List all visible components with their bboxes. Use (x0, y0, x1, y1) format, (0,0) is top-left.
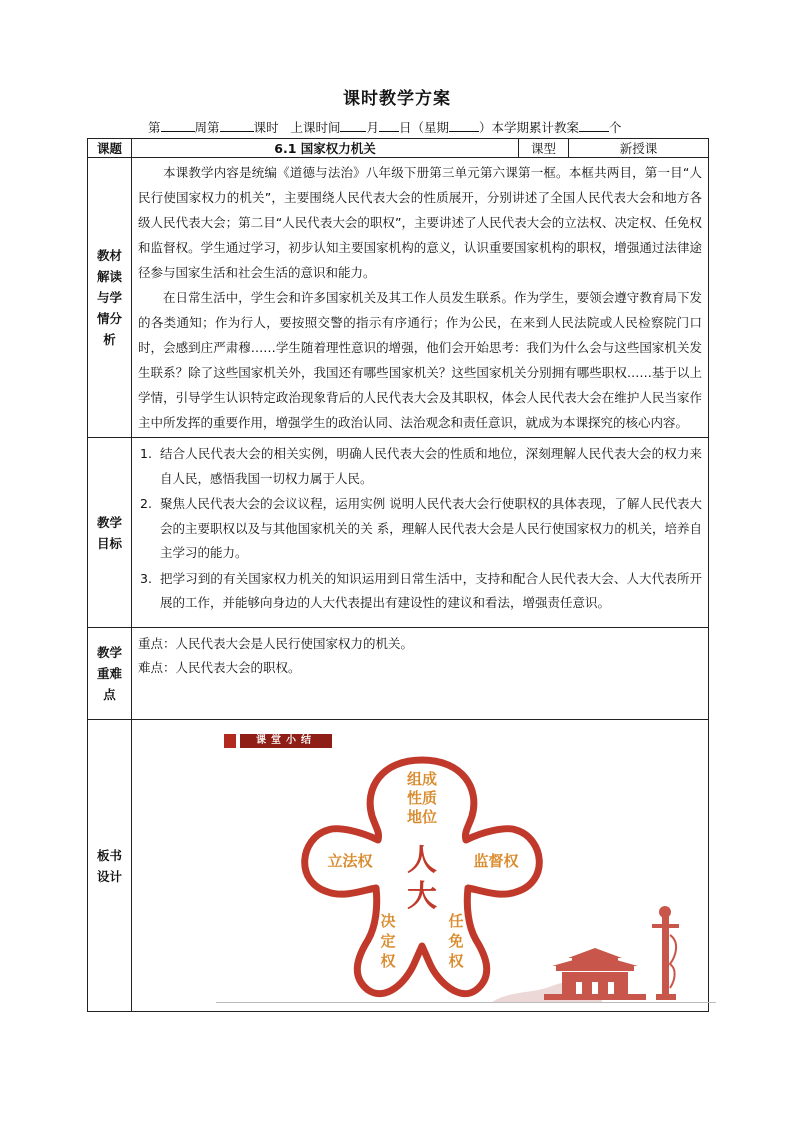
analysis-label-line: 解读 (96, 269, 122, 284)
summary-banner: 课堂小结 (240, 734, 332, 748)
lesson-type-label: 课型 (519, 139, 569, 158)
goal-text: 结合人民代表大会的相关实例，明确人民代表大会的性质和地位，深刻理解人民代表大会的权力来自人民，感悟我国一切权力属于人民。 (160, 446, 702, 486)
goal-item (138, 492, 702, 566)
right-leg-text: 权 (448, 952, 464, 970)
gingerbread-figure (132, 720, 707, 1010)
lesson-plan-table (87, 138, 709, 1012)
page-title: 课时教学方案 (343, 89, 451, 109)
left-arm-text: 立法权 (327, 852, 373, 870)
goal-number: 3. (140, 570, 152, 586)
goal-text: 把学习到的有关国家权力机关的知识运用到日常生活中，支持和配合人民代表大会、人大代表所开展的工作，并能够向身边的人大代表提出有建设性的建议和看法，增强责任意识。 (160, 570, 702, 610)
goal-text: 聚焦人民代表大会的会议议程，运用实例 说明人民代表大会行使职权的具体表现，了解人民代表大会的主要职权以及与其他国家机关的关 系，理解人民代表大会是人民行使国家权力的机关，培养自主学习的能力。 (160, 496, 702, 560)
weekday-blank (449, 120, 479, 132)
goals-label (88, 438, 132, 628)
keypoints-label (88, 628, 132, 720)
board-label (88, 720, 132, 1012)
goal-number: 2. (140, 496, 152, 511)
left-leg-text: 定 (380, 932, 396, 950)
goal-item (138, 567, 702, 616)
goals-label-line: 目标 (96, 535, 122, 551)
meta-unit: 个 (609, 120, 622, 135)
analysis-row (88, 158, 709, 438)
week-blank (161, 120, 195, 132)
total-blank (579, 120, 609, 132)
center-text-line: 人 (407, 843, 437, 878)
board-content (132, 720, 709, 1012)
meta-day: 日（星期 (399, 120, 450, 135)
analysis-label-line: 情分 (96, 311, 122, 326)
analysis-label-line: 教材 (96, 248, 122, 263)
board-label-line: 设计 (96, 868, 122, 884)
board-baseline (216, 1002, 716, 1003)
head-text-line: 地位 (406, 808, 438, 826)
right-leg-text: 免 (448, 932, 464, 950)
meta-time-label: 上课时间 (290, 120, 341, 135)
head-text-line: 组成 (406, 770, 438, 788)
analysis-paragraph: 本课教学内容是统编《道德与法治》八年级下册第三单元第六课第一框。本框共两目，第一目“人民行使国家权力的机关”，主要围绕人民代表大会的性质展开，分别讲述了全国人民代表大会和地方各级人民代表大会；第二目“人民代表大会的职权”，主要讲述了人民代表大会的立法权、决定权、任免权和监督权。学生通过学习，初步认知主要国家机构的意义，认识重要国家机构的职权，增强通过法律途径参与国家生活和社会生活的意识和能力。 (138, 165, 702, 280)
goals-label-line: 教学 (96, 514, 122, 530)
goals-list (132, 438, 708, 619)
lesson-meta-line (148, 118, 622, 136)
meta-month: 月 (366, 120, 379, 135)
keypoints-label-line: 重难 (96, 666, 122, 681)
head-text-line: 性质 (406, 789, 438, 807)
landmark-decoration-icon (492, 906, 679, 1002)
board-row (88, 720, 709, 1012)
left-leg-text: 决 (380, 912, 396, 930)
right-arm-text: 监督权 (473, 852, 519, 870)
topic-value: 6.1 国家权力机关 (132, 139, 519, 158)
period-blank (220, 120, 254, 132)
key-point: 重点：人民代表大会是人民行使国家权力的机关。 (138, 636, 414, 651)
keypoints-label-line: 点 (103, 687, 116, 702)
analysis-content (132, 158, 709, 438)
meta-period-suffix: 课时 (253, 120, 279, 135)
meta-week-prefix: 第 (148, 120, 161, 135)
goals-content (132, 438, 709, 628)
keypoints-content (132, 628, 709, 720)
board-label-line: 板书 (96, 847, 122, 863)
lesson-type-value: 新授课 (569, 139, 709, 158)
day-blank (379, 120, 399, 132)
right-leg-text: 任 (448, 912, 464, 930)
analysis-label-line: 析 (103, 332, 116, 347)
goal-number: 1. (140, 446, 152, 461)
analysis-label-line: 与学 (96, 290, 122, 305)
month-blank (340, 120, 366, 132)
topic-label: 课题 (88, 139, 132, 158)
meta-total-label: ）本学期累计教案 (479, 120, 580, 135)
keypoints-row (88, 628, 709, 720)
keypoints-label-line: 教学 (96, 645, 122, 660)
analysis-label (88, 158, 132, 438)
board-design (132, 720, 708, 1010)
center-text-line: 大 (407, 879, 437, 914)
goal-item (138, 442, 702, 491)
topic-row (88, 139, 709, 158)
left-leg-text: 权 (380, 952, 396, 970)
meta-week-suffix: 周第 (194, 120, 220, 135)
goals-row (88, 438, 709, 628)
analysis-paragraph: 在日常生活中，学生会和许多国家机关及其工作人员发生联系。作为学生，要领会遵守教育局下发的各类通知；作为行人，要按照交警的指示有序通行；作为公民，在来到人民法院或人民检察院门口时，会感到庄严肃穆……学生随着理性意识的增强，他们会开始思考：我们为什么会与这些国家机关发生联系？除了这些国家机关外，我国还有哪些国家机关？这些国家机关分别拥有哪些职权……基于以上学情，引导学生认识特定政治现象背后的人民代表大会及其职权，体会人民代表大会在维护人民当家作主中所发挥的重要作用，增强学生的政治认同、法治观念和责任意识，就成为本课探究的核心内容。 (138, 290, 702, 430)
difficult-point: 难点：人民代表大会的职权。 (138, 660, 301, 675)
